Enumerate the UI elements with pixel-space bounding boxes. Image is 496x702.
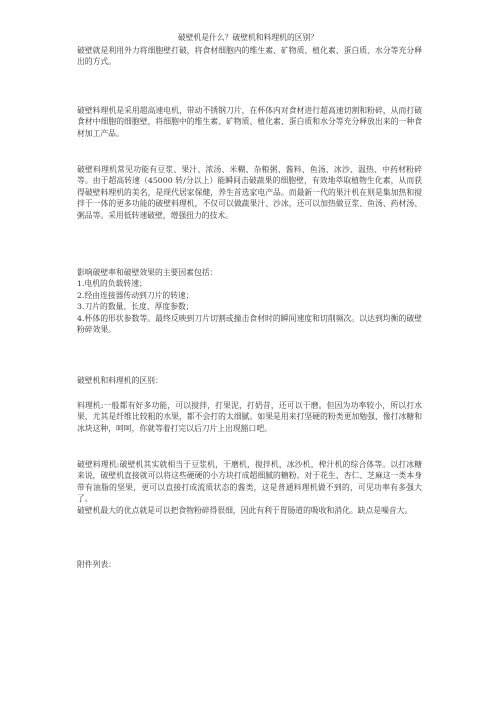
factor-item-2: 2.经由连接器传动到刀片的转速；: [77, 290, 194, 300]
functions-text: 破壁料理机常见功能有豆浆、果汁、浓汤、米糊、杂粮粥、酱料、鱼汤、冰沙、温热、中药材粉碎等。由于超高转速（45000 转/分以上）能瞬间击破蔬果的细胞壁，有效地萃取植物生化素，从而获得破壁料理机的美名，是现代居家保健，养生首选家电产品。而最新一代的果汁机在则是集加热和搅拌于一体的更多功能的破壁料理机，不仅可以做蔬果汁、沙冰，还可以加热做豆浆、鱼汤、药材汤、粥品等。采用低转速破壁，增强扭力的技术。: [77, 165, 422, 220]
intro-paragraph: [77, 45, 422, 68]
factors-heading: 影响破壁率和破壁效果的主要因素包括：: [77, 268, 218, 277]
attachments-block: [77, 559, 422, 570]
factor-item-4: 4.杯体的形状参数等。最终反映到刀片切割或撞击食材时的瞬间速度和切削频次。以达到均衡的破壁粉碎效果。: [77, 313, 422, 335]
difference-heading: 破壁机和料理机的区别：: [77, 376, 163, 385]
difference-heading-block: [77, 375, 422, 386]
definition-paragraph: [77, 105, 422, 139]
blender-paragraph: [77, 400, 422, 434]
page-title: 破壁机是什么？破壁机和料理机的区别？: [177, 33, 319, 42]
definition-text: 破壁料理机是采用超高速电机，带动不锈钢刀片，在杯体内对食材进行超高速切割和粉碎，从而打破食材中细胞的细胞壁，将细胞中的维生素、矿物质、植化素、蛋白质和水分等充分释放出来的一种食材加工产品。: [77, 106, 422, 138]
functions-paragraph: [77, 164, 422, 221]
attachments-label: 附件列表：: [77, 560, 116, 569]
blender-text: 料理机:一般都有好多功能，可以搅拌，打果泥，打奶昔，还可以干磨。但因为功率较小，所以打水果，尤其是纤维比较粗的水果，都不会打的太细腻。如果是用来打坚硬的粉类更加勉强，像打冰糖和冰块这种，呵呵，你就等着打完以后刀片上出现豁口吧。: [77, 401, 422, 433]
breaker-text: 破壁料理机:破壁机其实就相当于豆浆机，干磨机，搅拌机，冰沙机，榨汁机的综合体等。以打冰糖来说，破壁机直接就可以将这些硬硬的小方块打成超细腻的糖粉。对于花生、杏仁、芝麻这一类本身带有油脂的坚果，更可以直接打成流质状态的酱类，这是普通料理机做不到的，可见功率有多强大了。: [77, 460, 422, 504]
breaker-text-2: 破壁机最大的优点就是可以把食物粉碎得很细，因此有利于胃肠道的吸收和消化。缺点是噪音大。: [77, 505, 413, 515]
breaker-paragraph: [77, 459, 422, 516]
intro-text: 破壁就是利用外力将细胞壁打破，将食材细胞内的维生素、矿物质、植化素、蛋白质、水分等充分释出的方式。: [77, 46, 422, 67]
factors-section: [77, 267, 422, 335]
factor-item-3: 3.刀片的数量、长度、厚度参数；: [77, 302, 194, 312]
factor-item-1: 1.电机的负载转速；: [77, 279, 147, 289]
